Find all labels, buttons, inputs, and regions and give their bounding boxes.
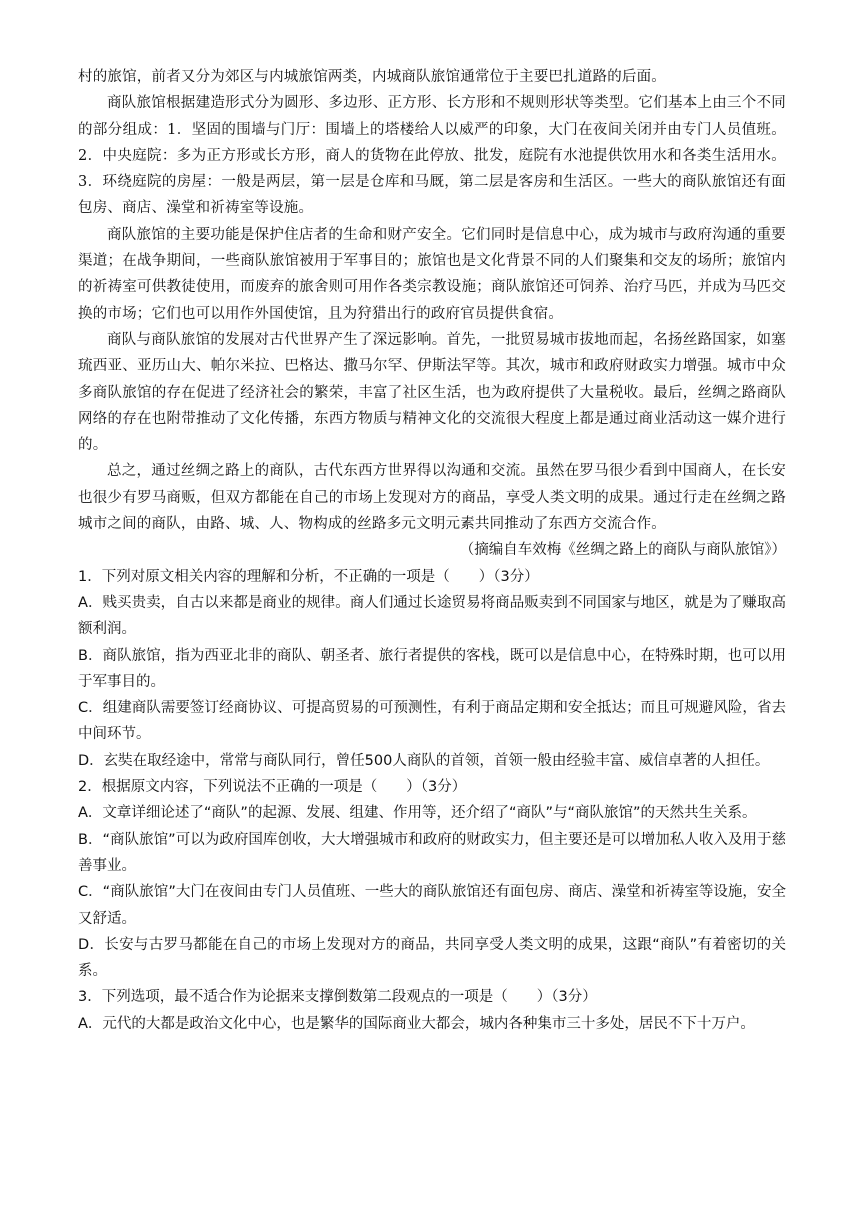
question-3-option-a: A．元代的大都是政治文化中心，也是繁华的国际商业大都会，城内各种集市三十多处，居民不下十万户。 — [78, 1015, 755, 1032]
question-1-option-c: C．组建商队需要签订经商协议、可提高贸易的可预测性，有利于商品定期和安全抵达；而且可规避风险，省去中间环节。 — [78, 700, 786, 743]
question-2-option-b: B．“商队旅馆”可以为政府国库创收，大大增强城市和政府的财政实力，但主要还是可以增加私人收入及用于慈善事业。 — [78, 831, 786, 874]
question-1-option-a: A．贱买贵卖，自古以来都是商业的规律。商人们通过长途贸易将商品贩卖到不同国家与地区，就是为了赚取高额利润。 — [78, 594, 786, 638]
passage-paragraph-4: 总之，通过丝绸之路上的商队，古代东西方世界得以沟通和交流。虽然在罗马很少看到中国商人，在长安也很少有罗马商贩，但双方都能在自己的市场上发现对方的商品，享受人类文明的成果。通过行走在丝绸之路城市之间的商队，由路、城、人、物构成的丝路多元文明元素共同推动了东西方交流合作。 — [78, 463, 786, 533]
passage-paragraph-0: 村的旅馆，前者又分为郊区与内城旅馆两类，内城商队旅馆通常位于主要巴扎道路的后面。 — [78, 69, 666, 85]
question-1-stem: 1．下列对原文相关内容的理解和分析，不正确的一项是（ ）（3分） — [78, 568, 539, 585]
question-2-option-a: A．文章详细论述了“商队”的起源、发展、组建、作用等，还介绍了“商队”与“商队旅馆”的天然共生关系。 — [78, 805, 757, 822]
exam-page — [78, 64, 786, 1037]
question-3-stem: 3．下列选项，最不适合作为论据来支撑倒数第二段观点的一项是（ ）（3分） — [78, 989, 597, 1006]
question-2-option-c: C．“商队旅馆”大门在夜间由专门人员值班、一些大的商队旅馆还有面包房、商店、澡堂和祈祷室等设施，安全又舒适。 — [78, 884, 786, 927]
question-1-option-d: D．玄奘在取经途中，常常与商队同行，曾任500人商队的首领，首领一般由经验丰富、威信卓著的人担任。 — [78, 752, 770, 769]
passage-paragraph-1: 商队旅馆根据建造形式分为圆形、多边形、正方形、长方形和不规则形状等类型。它们基本上由三个不同的部分组成：1．坚固的围墙与门厅：围墙上的塔楼给人以威严的印象，大门在夜间关闭并由专门人员值班。2．中央庭院：多为正方形或长方形，商人的货物在此停放、批发，庭院有水池提供饮用水和各类生活用水。3．环绕庭院的房屋：一般是两层，第一层是仓库和马厩，第二层是客房和生活区。一些大的商队旅馆还有面包房、商店、澡堂和祈祷室等设施。 — [78, 95, 786, 217]
question-1-option-b: B．商队旅馆，指为西亚北非的商队、朝圣者、旅行者提供的客栈，既可以是信息中心，在特殊时期，也可以用于军事目的。 — [78, 647, 786, 690]
passage-paragraph-2: 商队旅馆的主要功能是保护住店者的生命和财产安全。它们同时是信息中心，成为城市与政府沟通的重要渠道；在战争期间，一些商队旅馆被用于军事目的；旅馆也是文化背景不同的人们聚集和交友的场所；旅馆内的祈祷室可供教徒使用，而废弃的旅舍则可用作各类宗教设施；商队旅馆还可饲养、治疗马匹，并成为马匹交换的市场；它们也可以用作外国使馆，且为狩猎出行的政府官员提供食宿。 — [78, 226, 786, 322]
passage-paragraph-3: 商队与商队旅馆的发展对古代世界产生了深远影响。首先，一批贸易城市拔地而起，名扬丝路国家，如塞琉西亚、亚历山大、帕尔米拉、巴格达、撒马尔罕、伊斯法罕等。其次，城市和政府财政实力增强。城市中众多商队旅馆的存在促进了经济社会的繁荣，丰富了社区生活，也为政府提供了大量税收。最后，丝绸之路商队网络的存在也附带推动了文化传播，东西方物质与精神文化的交流很大程度上都是通过商业活动这一媒介进行的。 — [78, 331, 786, 454]
question-2-stem: 2．根据原文内容，下列说法不正确的一项是（ ）（3分） — [78, 779, 467, 796]
question-2-option-d: D．长安与古罗马都能在自己的市场上发现对方的商品，共同享受人类文明的成果，这跟“商队”有着密切的关系。 — [78, 936, 786, 980]
passage-source: （摘编自车效梅《丝绸之路上的商队与商队旅馆》） — [459, 542, 786, 559]
